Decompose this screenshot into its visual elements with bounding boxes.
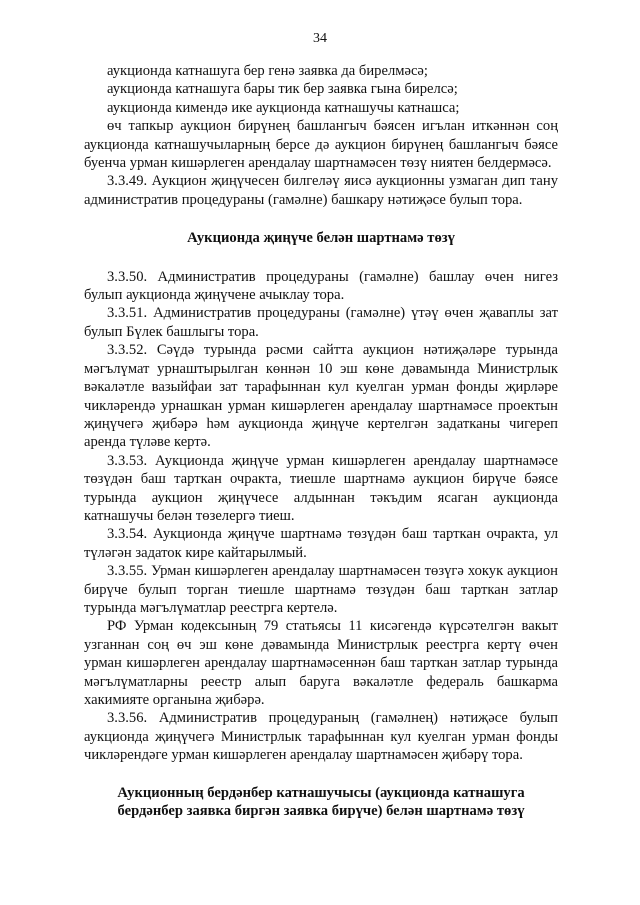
- paragraph: РФ Урман кодексының 79 статьясы 11 кисәгендә күрсәтелгән вакыт узганнан соң өч эш көне дәвамында Министрлык реестрга кертү өчен урман кишәрлеген арендалау шартнамәсеннән баш тарткан затлар турында мәгълүматларны реестр алып баруга вәкаләтле федераль башкарма хакимияте органына җибәрә.: [84, 618, 558, 708]
- section-heading: Аукционның бердәнбер катнашучысы (аукционда катнашуга бердәнбер заявка биргән заявка бирүче) белән шартнамә төзү: [117, 784, 525, 820]
- section-heading: Аукционда җиңүче белән шартнамә төзү: [187, 230, 455, 247]
- paragraph: 3.3.53. Аукционда җиңүче урман кишәрлеген арендалау шартнамәсе төзүдән баш тарткан очракта, тиешле шартнамә аукцион бирүче бәясе турында аукцион җиңүчесе алдыннан тәкъдим ясаган аукционда катнашучы белән төзелергә тиеш.: [84, 452, 558, 524]
- paragraph: 3.3.56. Административ процедураның (гамәлнең) нәтиҗәсе булып аукционда җиңүчегә Министрлык тарафыннан кул куелган урман фонды чикләрендәге урман кишәрлеген арендалау шартнамәсен җибәрү тора.: [84, 710, 558, 764]
- page-number: 34: [313, 31, 327, 46]
- paragraph: 3.3.50. Административ процедураны (гамәлне) башлау өчен нигез булып аукционда җиңүчене ачыклау тора.: [84, 268, 558, 304]
- paragraph: 3.3.51. Административ процедураны (гамәлне) үтәү өчен җаваплы зат булып Бүлек башлыгы тора.: [84, 305, 558, 340]
- paragraph: 3.3.52. Сәүдә турында рәсми сайтта аукцион нәтиҗәләре турында мәгълүмат урнаштырылган көннән 10 эш көне дәвамында Министрлык вәкаләтле вазыйфаи зат тарафыннан кул куелган урман фонды җирләре чикләрендә урнашкан урман кишәрлеген арендалау шартнамәсе проектын җиңүчегә җибәрә һәм аукционда җиңүче кертелгән задатканы чигереп аренда түләве кертә.: [84, 342, 558, 451]
- paragraph: 3.3.54. Аукционда җиңүче шартнамә төзүдән баш тарткан очракта, ул түләгән задаток кире кайтарылмый.: [84, 526, 558, 561]
- paragraph: аукционда кимендә ике аукционда катнашучы катнашса;: [107, 99, 460, 116]
- paragraph: аукционда катнашуга бер генә заявка да бирелмәсә;: [107, 63, 428, 79]
- paragraph: 3.3.55. Урман кишәрлеген арендалау шартнамәсен төзүгә хокук аукцион бирүче булып торган тиешле шартнамә төзүдән баш тарткан затлар турында мәгълүматлар реестрга кертелә.: [84, 563, 558, 616]
- document-body: [84, 62, 558, 820]
- paragraph: 3.3.49. Аукцион җиңүчесен билгеләү яисә аукционны узмаган дип тану административ процедураны (гамәлне) башкару нәтиҗәсе булып тора.: [84, 173, 558, 208]
- paragraph: өч тапкыр аукцион бирүнең башлангыч бәясен игълан иткәннән соң аукционда катнашучыларның берсе дә аукцион бирүнең башлангыч бәясе буенча урман кишәрлеген арендалау шартнамәсен төзү ниятен белдермәсә.: [84, 118, 558, 172]
- paragraph: аукционда катнашуга бары тик бер заявка гына бирелсә;: [107, 81, 458, 98]
